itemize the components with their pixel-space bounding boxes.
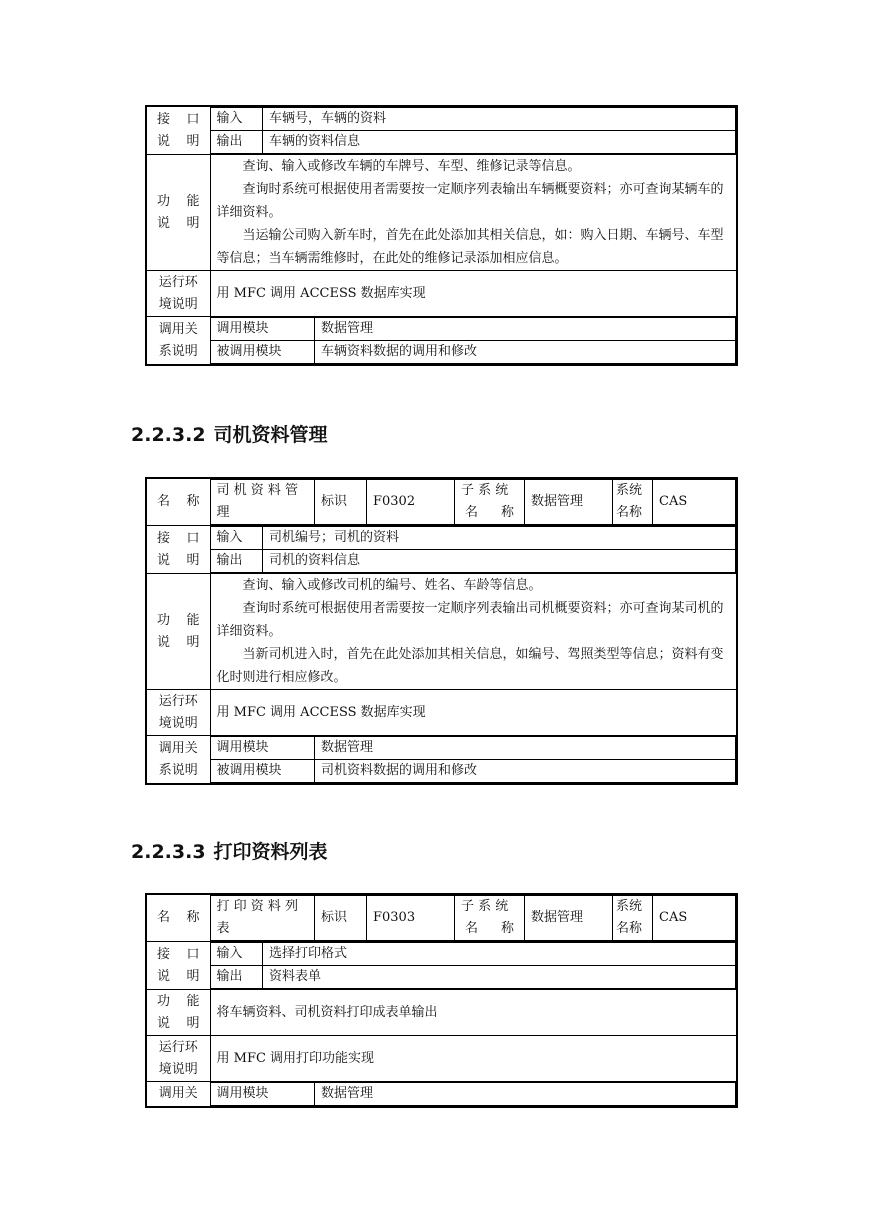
interface-label: 接 口 说 明 bbox=[146, 526, 210, 574]
environment-label: 运行环 境说明 bbox=[146, 690, 210, 736]
call-relation-label: 调用关 bbox=[146, 1082, 210, 1108]
call-relation-cell bbox=[210, 736, 737, 785]
name-value: 司 机 资 料 管 理 bbox=[211, 480, 315, 525]
call-relation-label: 调用关 系说明 bbox=[146, 736, 210, 785]
call-module-label: 调用模块 bbox=[211, 737, 315, 760]
output-value: 车辆的资料信息 bbox=[263, 131, 736, 154]
interface-label: 接 口 说 明 bbox=[146, 942, 210, 990]
input-label: 输入 bbox=[211, 943, 263, 966]
call-relation-cell bbox=[210, 317, 737, 366]
output-value: 资料表单 bbox=[263, 966, 736, 989]
subsystem-label: 子 系 统 名 称 bbox=[455, 896, 525, 941]
function-description: 查询、输入或修改司机的编号、姓名、车龄等信息。 查询时系统可根据使用者需要按一定顺序列表输出司机概要资料；亦可查询某司机的详细资料。 当新司机进入时，首先在此处添加其相关信息，如编号、驾照类型等信息；资料有变化时则进行相应修改。 bbox=[210, 574, 737, 690]
call-relation-cell bbox=[210, 1082, 737, 1108]
id-label: 标识 bbox=[315, 896, 367, 941]
call-module-label: 调用模块 bbox=[211, 1083, 315, 1106]
function-label: 功 能 说 明 bbox=[146, 155, 210, 271]
input-label: 输入 bbox=[211, 108, 263, 131]
vehicle-data-spec-table bbox=[145, 105, 738, 366]
name-label: 名 称 bbox=[146, 478, 210, 526]
driver-data-spec-table bbox=[145, 477, 738, 785]
output-value: 司机的资料信息 bbox=[263, 550, 736, 573]
system-value: CAS bbox=[653, 480, 736, 525]
called-module-label: 被调用模块 bbox=[211, 341, 315, 364]
environment-value: 用 MFC 调用打印功能实现 bbox=[210, 1036, 737, 1082]
print-list-spec-table bbox=[145, 893, 738, 1108]
called-module-value: 司机资料数据的调用和修改 bbox=[315, 760, 736, 783]
header-cell bbox=[210, 478, 737, 526]
id-value: F0303 bbox=[367, 896, 455, 941]
input-label: 输入 bbox=[211, 527, 263, 550]
subsystem-value: 数据管理 bbox=[525, 480, 613, 525]
id-label: 标识 bbox=[315, 480, 367, 525]
system-value: CAS bbox=[653, 896, 736, 941]
function-description: 将车辆资料、司机资料打印成表单输出 bbox=[210, 990, 737, 1036]
call-module-value: 数据管理 bbox=[315, 318, 736, 341]
function-label: 功 能 说 明 bbox=[146, 574, 210, 690]
system-label: 系统 名称 bbox=[613, 480, 653, 525]
input-value: 车辆号，车辆的资料 bbox=[263, 108, 736, 131]
interface-label: 接 口 说 明 bbox=[146, 106, 210, 155]
output-label: 输出 bbox=[211, 550, 263, 573]
name-label: 名 称 bbox=[146, 894, 210, 942]
output-label: 输出 bbox=[211, 966, 263, 989]
subsystem-label: 子 系 统 名 称 bbox=[455, 480, 525, 525]
subsystem-value: 数据管理 bbox=[525, 896, 613, 941]
section-heading-driver: 2.2.3.2 司机资料管理 bbox=[131, 424, 328, 446]
interface-cell bbox=[210, 526, 737, 574]
call-relation-label: 调用关 系说明 bbox=[146, 317, 210, 366]
environment-value: 用 MFC 调用 ACCESS 数据库实现 bbox=[210, 271, 737, 317]
name-value: 打 印 资 料 列 表 bbox=[211, 896, 315, 941]
function-description: 查询、输入或修改车辆的车牌号、车型、维修记录等信息。 查询时系统可根据使用者需要按一定顺序列表输出车辆概要资料；亦可查询某辆车的详细资料。 当运输公司购入新车时，首先在此处添加其相关信息，如：购入日期、车辆号、车型等信息；当车辆需维修时，在此处的维修记录添加相应信息。 bbox=[210, 155, 737, 271]
call-module-value: 数据管理 bbox=[315, 1083, 736, 1106]
environment-label: 运行环 境说明 bbox=[146, 271, 210, 317]
id-value: F0302 bbox=[367, 480, 455, 525]
input-value: 选择打印格式 bbox=[263, 943, 736, 966]
input-value: 司机编号；司机的资料 bbox=[263, 527, 736, 550]
output-label: 输出 bbox=[211, 131, 263, 154]
call-module-label: 调用模块 bbox=[211, 318, 315, 341]
system-label: 系统 名称 bbox=[613, 896, 653, 941]
called-module-label: 被调用模块 bbox=[211, 760, 315, 783]
function-label: 功 能 说 明 bbox=[146, 990, 210, 1036]
interface-cell bbox=[210, 106, 737, 155]
environment-value: 用 MFC 调用 ACCESS 数据库实现 bbox=[210, 690, 737, 736]
call-module-value: 数据管理 bbox=[315, 737, 736, 760]
section-heading-print: 2.2.3.3 打印资料列表 bbox=[131, 841, 328, 863]
environment-label: 运行环 境说明 bbox=[146, 1036, 210, 1082]
called-module-value: 车辆资料数据的调用和修改 bbox=[315, 341, 736, 364]
header-cell bbox=[210, 894, 737, 942]
interface-cell bbox=[210, 942, 737, 990]
